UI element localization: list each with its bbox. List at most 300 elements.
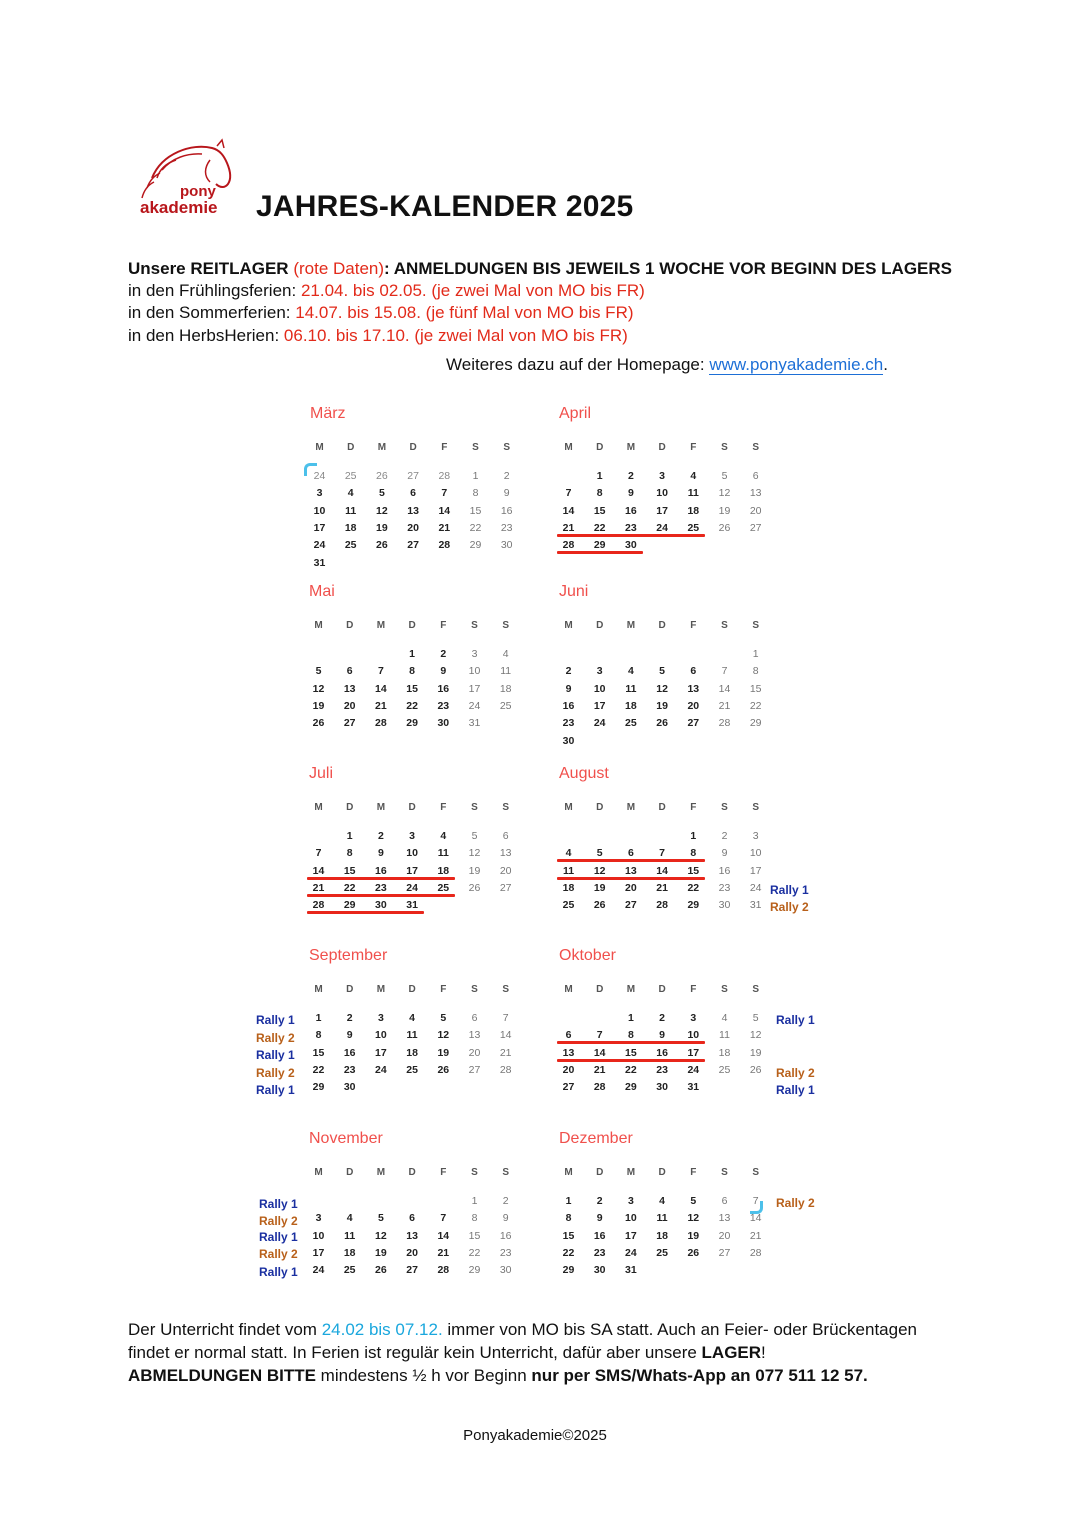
day-cell: 14: [593, 1046, 606, 1059]
intro-fruehling-dates: 21.04. bis 02.05. (je zwei Mal von MO bis FR): [300, 281, 645, 300]
day-cell: 2: [596, 1195, 603, 1207]
day-cell: 1: [690, 830, 697, 842]
day-cell: 8: [627, 1029, 634, 1042]
rally-2-label: Rally 2: [259, 1247, 298, 1261]
day-cell: 20: [407, 521, 419, 534]
day-cell: 21: [749, 1229, 762, 1242]
day-cell: 18: [718, 1046, 731, 1059]
day-cell: 12: [468, 847, 481, 860]
weekday-header: S: [752, 984, 760, 995]
day-cell: 12: [749, 1029, 762, 1042]
day-cell: 23: [437, 699, 450, 712]
day-cell: 29: [469, 539, 482, 552]
lager-underline: [557, 1041, 705, 1044]
lager-underline: [557, 534, 705, 537]
day-cell: 26: [718, 521, 731, 534]
weekday-header: F: [690, 984, 697, 995]
rally-1-label: Rally 1: [770, 883, 809, 897]
day-cell: 16: [375, 864, 387, 877]
weekday-header: S: [752, 442, 760, 453]
day-cell: 23: [500, 521, 513, 534]
day-cell: 17: [312, 1246, 325, 1259]
day-cell: 16: [343, 1046, 356, 1059]
day-cell: 26: [376, 539, 388, 552]
day-cell: 24: [406, 881, 418, 894]
day-cell: 17: [468, 682, 481, 695]
day-cell: 15: [468, 1229, 481, 1242]
weekday-header: M: [314, 1167, 323, 1178]
day-cell: 15: [593, 504, 606, 517]
day-cell: 25: [656, 1246, 668, 1259]
day-cell: 15: [312, 1046, 325, 1059]
homepage-label: Weiteres dazu auf der Homepage:: [446, 355, 710, 374]
day-cell: 10: [313, 504, 326, 517]
lager-underline: [557, 877, 705, 880]
weekday-header: S: [472, 442, 479, 453]
weekday-header: D: [408, 984, 416, 995]
intro-anmeldungen: : ANMELDUNGEN BIS JEWEILS 1 WOCHE VOR BEGINN DES LAGERS: [384, 259, 953, 278]
day-cell: 9: [721, 847, 728, 860]
day-cell: 18: [406, 1046, 418, 1059]
day-cell: 12: [375, 1229, 387, 1242]
day-cell: 25: [344, 470, 357, 482]
day-cell: 25: [625, 717, 637, 730]
day-cell: 19: [718, 504, 731, 517]
day-cell: 5: [596, 847, 603, 860]
weekday-header: M: [626, 620, 636, 631]
day-cell: 19: [376, 521, 388, 534]
day-cell: 22: [343, 881, 356, 894]
day-cell: 15: [562, 1229, 575, 1242]
homepage-period: .: [883, 355, 888, 374]
day-cell: 13: [687, 682, 700, 695]
day-cell: 14: [562, 504, 575, 517]
day-cell: 5: [659, 665, 666, 678]
day-cell: 21: [593, 1063, 606, 1076]
weekday-header: D: [658, 1167, 666, 1178]
day-cell: 20: [562, 1063, 575, 1076]
day-cell: 10: [312, 1229, 325, 1242]
day-cell: 26: [468, 881, 481, 894]
day-cell: 2: [503, 470, 510, 482]
weekday-header: D: [596, 802, 604, 813]
day-cell: 6: [627, 847, 634, 860]
rally-2-label: Rally 2: [256, 1031, 295, 1045]
day-cell: 12: [687, 1212, 700, 1225]
rally-1-label: Rally 1: [776, 1083, 815, 1097]
day-cell: 3: [377, 1012, 384, 1024]
day-cell: 20: [718, 1229, 731, 1242]
day-cell: 26: [593, 899, 606, 912]
day-cell: 1: [471, 1195, 478, 1207]
weekday-header: S: [471, 620, 478, 631]
day-cell: 7: [752, 1195, 759, 1207]
day-cell: 20: [499, 864, 512, 877]
day-cell: 5: [752, 1012, 759, 1024]
day-cell: 12: [656, 682, 668, 695]
day-cell: 21: [312, 881, 325, 894]
day-cell: 9: [346, 1029, 353, 1042]
weekday-header: M: [564, 442, 573, 453]
day-cell: 17: [687, 1046, 700, 1059]
day-cell: 3: [690, 1012, 697, 1024]
day-cell: 20: [749, 504, 762, 517]
day-cell: 5: [471, 830, 478, 842]
weekday-header: S: [471, 802, 478, 813]
intro-sommer-dates: 14.07. bis 15.08. (je fünf Mal von MO bis FR): [295, 303, 634, 322]
weekday-header: F: [690, 802, 697, 813]
day-cell: 13: [468, 1029, 481, 1042]
day-cell: 10: [468, 665, 481, 678]
homepage-link[interactable]: www.ponyakademie.ch: [709, 355, 884, 374]
weekday-header: S: [471, 1167, 478, 1178]
weekday-header: M: [626, 1167, 636, 1178]
day-cell: 8: [690, 847, 697, 860]
rally-1-label: Rally 1: [259, 1230, 298, 1244]
day-cell: 11: [437, 847, 449, 860]
end-bracket: [750, 1201, 763, 1214]
day-cell: 8: [752, 665, 759, 678]
day-cell: 17: [406, 864, 418, 877]
day-cell: 13: [499, 847, 512, 860]
weekday-header: M: [564, 802, 573, 813]
weekday-header: M: [376, 802, 386, 813]
day-cell: 6: [752, 470, 759, 482]
day-cell: 10: [687, 1029, 700, 1042]
day-cell: 26: [376, 470, 388, 482]
month-juli: [303, 765, 523, 935]
day-cell: 8: [409, 665, 416, 678]
day-cell: 31: [749, 899, 762, 912]
day-cell: 5: [721, 470, 728, 482]
weekday-header: M: [314, 620, 323, 631]
day-cell: 7: [315, 847, 322, 860]
day-cell: 28: [438, 539, 451, 552]
day-cell: 27: [468, 1063, 481, 1076]
month-april: [553, 405, 773, 575]
day-cell: 10: [406, 847, 418, 860]
day-cell: 14: [656, 864, 668, 877]
month-juni: [553, 583, 773, 753]
day-cell: 24: [313, 470, 326, 482]
day-cell: 8: [315, 1029, 322, 1042]
day-cell: 6: [471, 1012, 478, 1024]
lager-underline: [557, 859, 705, 862]
day-cell: 24: [656, 521, 668, 534]
weekday-header: D: [658, 620, 666, 631]
day-cell: 11: [719, 1029, 730, 1042]
weekday-header: M: [314, 984, 323, 995]
day-cell: 23: [718, 881, 731, 894]
day-cell: 29: [312, 1081, 325, 1094]
month-mai: [303, 583, 523, 753]
day-cell: 28: [438, 470, 451, 482]
day-cell: 12: [376, 504, 388, 517]
intro-rote-daten: (rote Daten): [288, 259, 385, 278]
day-cell: 26: [312, 717, 325, 730]
weekday-header: S: [721, 984, 728, 995]
day-cell: 1: [627, 1012, 634, 1024]
weekday-header: D: [408, 620, 416, 631]
day-cell: 17: [375, 1046, 387, 1059]
day-cell: 16: [625, 504, 637, 517]
day-cell: 19: [593, 881, 606, 894]
day-cell: 11: [625, 682, 637, 695]
day-cell: 9: [440, 665, 447, 678]
day-cell: 21: [718, 699, 731, 712]
day-cell: 30: [625, 539, 637, 552]
day-cell: 21: [437, 1246, 450, 1259]
day-cell: 30: [375, 899, 387, 912]
bottom-contact: nur per SMS/Whats-App an 077 511 12 57.: [531, 1366, 868, 1385]
day-cell: 16: [500, 504, 513, 517]
day-cell: 8: [346, 847, 353, 860]
day-cell: 31: [468, 717, 481, 730]
day-cell: 3: [316, 487, 323, 500]
day-cell: 15: [406, 682, 418, 695]
day-cell: 30: [656, 1081, 668, 1094]
day-cell: 5: [378, 487, 385, 500]
bottom-text-c: immer von MO bis SA statt. Auch an Feier- oder Brückentagen findet er normal statt. In Ferien ist regulär kein Unterricht, dafür aber unsere: [128, 1320, 917, 1362]
day-cell: 29: [468, 1264, 481, 1277]
day-cell: 31: [313, 556, 326, 569]
rally-1-label: Rally 1: [256, 1013, 295, 1027]
day-cell: 4: [502, 648, 509, 660]
weekday-header: S: [721, 620, 728, 631]
day-cell: 4: [565, 847, 572, 860]
day-cell: 5: [377, 1212, 384, 1225]
rally-2-label: Rally 2: [256, 1066, 295, 1080]
day-cell: 15: [469, 504, 482, 517]
day-cell: 16: [656, 1046, 668, 1059]
day-cell: 12: [718, 487, 731, 500]
day-cell: 28: [437, 1264, 450, 1277]
day-cell: 22: [406, 699, 418, 712]
month-name: November: [309, 1130, 383, 1147]
weekday-header: M: [376, 984, 386, 995]
weekday-header: D: [658, 802, 666, 813]
intro-herbst-label: in den HerbsHerien:: [128, 326, 284, 345]
day-cell: 6: [565, 1029, 572, 1042]
day-cell: 14: [718, 682, 731, 695]
day-cell: 19: [312, 699, 325, 712]
weekday-header: D: [596, 984, 604, 995]
day-cell: 25: [687, 521, 700, 534]
day-cell: 16: [499, 1229, 512, 1242]
day-cell: 24: [625, 1246, 637, 1259]
month-november: [303, 1130, 523, 1300]
weekday-header: M: [626, 984, 636, 995]
day-cell: 6: [502, 830, 509, 842]
day-cell: 18: [437, 864, 450, 877]
rally-1-label: Rally 1: [256, 1083, 295, 1097]
day-cell: 27: [562, 1081, 575, 1094]
day-cell: 11: [344, 1229, 356, 1242]
day-cell: 9: [502, 1212, 509, 1225]
day-cell: 13: [407, 504, 419, 517]
day-cell: 14: [437, 1229, 450, 1242]
day-cell: 2: [502, 1195, 509, 1207]
day-cell: 22: [469, 521, 482, 534]
weekday-header: S: [721, 442, 728, 453]
month-name: Oktober: [559, 947, 616, 964]
day-cell: 1: [752, 648, 759, 660]
day-cell: 13: [749, 487, 762, 500]
day-cell: 14: [312, 864, 325, 877]
day-cell: 28: [499, 1063, 512, 1076]
day-cell: 23: [343, 1063, 356, 1076]
day-cell: 13: [343, 682, 356, 695]
day-cell: 28: [375, 717, 387, 730]
weekday-header: M: [626, 442, 636, 453]
day-cell: 11: [562, 864, 575, 877]
day-cell: 2: [659, 1012, 666, 1024]
rally-1-label: Rally 1: [776, 1013, 815, 1027]
day-cell: 12: [593, 864, 606, 877]
intro-sommer-label: in den Sommerferien:: [128, 303, 296, 322]
month-name: Dezember: [559, 1130, 633, 1147]
day-cell: 18: [562, 881, 575, 894]
day-cell: 11: [656, 1212, 668, 1225]
day-cell: 16: [718, 864, 731, 877]
weekday-header: F: [440, 802, 447, 813]
day-cell: 7: [377, 665, 384, 678]
lager-underline: [557, 1059, 705, 1062]
rally-2-label: Rally 2: [776, 1066, 815, 1080]
day-cell: 29: [687, 899, 700, 912]
day-cell: 19: [468, 864, 481, 877]
day-cell: 10: [625, 1212, 637, 1225]
day-cell: 17: [313, 521, 326, 534]
month-september: [303, 947, 523, 1117]
day-cell: 22: [687, 881, 700, 894]
day-cell: 25: [406, 1063, 418, 1076]
weekday-header: D: [658, 442, 666, 453]
weekday-header: S: [502, 802, 510, 813]
day-cell: 28: [656, 899, 668, 912]
day-cell: 17: [656, 504, 668, 517]
rally-2-label: Rally 2: [776, 1196, 815, 1210]
weekday-header: D: [408, 1167, 416, 1178]
day-cell: 27: [687, 717, 700, 730]
day-cell: 9: [377, 847, 384, 860]
month-name: Juni: [559, 583, 589, 600]
day-cell: 13: [562, 1046, 575, 1059]
day-cell: 23: [499, 1246, 512, 1259]
day-cell: 22: [468, 1246, 481, 1259]
day-cell: 11: [500, 665, 512, 678]
day-cell: 3: [596, 665, 603, 678]
day-cell: 15: [625, 1046, 637, 1059]
day-cell: 19: [375, 1246, 387, 1259]
day-cell: 2: [721, 830, 728, 842]
weekday-header: S: [503, 442, 511, 453]
day-cell: 14: [499, 1029, 512, 1042]
bottom-abmeldungen: ABMELDUNGEN BITTE: [128, 1366, 316, 1385]
day-cell: 2: [627, 470, 634, 482]
day-cell: 7: [721, 665, 728, 678]
month-dezember: [553, 1130, 773, 1300]
day-cell: 14: [375, 682, 387, 695]
weekday-header: D: [596, 1167, 604, 1178]
day-cell: 29: [343, 899, 356, 912]
weekday-header: S: [721, 1167, 728, 1178]
month-märz: [304, 405, 524, 575]
day-cell: 20: [687, 699, 700, 712]
day-cell: 6: [410, 487, 417, 500]
day-cell: 1: [565, 1195, 572, 1207]
rally-1-label: Rally 1: [259, 1265, 298, 1279]
day-cell: 28: [562, 539, 575, 552]
day-cell: 30: [437, 717, 450, 730]
weekday-header: D: [658, 984, 666, 995]
day-cell: 16: [593, 1229, 606, 1242]
footer: Ponyakademie©2025: [463, 1427, 607, 1444]
weekday-header: D: [347, 442, 355, 453]
day-cell: 15: [749, 682, 762, 695]
day-cell: 7: [441, 487, 448, 500]
day-cell: 6: [346, 665, 353, 678]
day-cell: 6: [690, 665, 697, 678]
day-cell: 26: [687, 1246, 700, 1259]
day-cell: 18: [687, 504, 700, 517]
day-cell: 23: [375, 881, 387, 894]
lager-underline: [557, 551, 643, 554]
day-cell: 24: [375, 1063, 387, 1076]
day-cell: 12: [312, 682, 325, 695]
month-oktober: [553, 947, 773, 1117]
day-cell: 6: [409, 1212, 416, 1225]
day-cell: 18: [499, 682, 512, 695]
day-cell: 29: [593, 539, 606, 552]
day-cell: 21: [499, 1046, 512, 1059]
bottom-text-g: mindestens ½ h vor Beginn: [315, 1366, 532, 1385]
day-cell: 7: [659, 847, 666, 860]
day-cell: 10: [656, 487, 668, 500]
day-cell: 28: [749, 1246, 762, 1259]
day-cell: 21: [375, 699, 387, 712]
weekday-header: S: [752, 1167, 760, 1178]
day-cell: 17: [749, 864, 762, 877]
weekday-header: M: [564, 620, 573, 631]
weekday-header: D: [596, 442, 604, 453]
day-cell: 30: [343, 1081, 356, 1094]
day-cell: 7: [596, 1029, 603, 1042]
day-cell: 5: [440, 1012, 447, 1024]
day-cell: 4: [627, 665, 634, 678]
day-cell: 29: [625, 1081, 637, 1094]
day-cell: 27: [625, 899, 637, 912]
day-cell: 3: [752, 830, 759, 842]
day-cell: 25: [343, 1264, 356, 1277]
day-cell: 30: [499, 1264, 512, 1277]
day-cell: 22: [312, 1063, 325, 1076]
lager-underline: [307, 911, 424, 914]
day-cell: 15: [343, 864, 356, 877]
day-cell: 19: [437, 1046, 450, 1059]
day-cell: 3: [315, 1212, 322, 1225]
weekday-header: D: [346, 984, 354, 995]
day-cell: 22: [749, 699, 762, 712]
rally-1-label: Rally 1: [259, 1197, 298, 1211]
day-cell: 27: [749, 521, 762, 534]
day-cell: 6: [721, 1195, 728, 1207]
day-cell: 16: [562, 699, 575, 712]
weekday-header: S: [471, 984, 478, 995]
lager-underline: [307, 877, 455, 880]
day-cell: 29: [749, 717, 762, 730]
day-cell: 26: [375, 1264, 387, 1277]
